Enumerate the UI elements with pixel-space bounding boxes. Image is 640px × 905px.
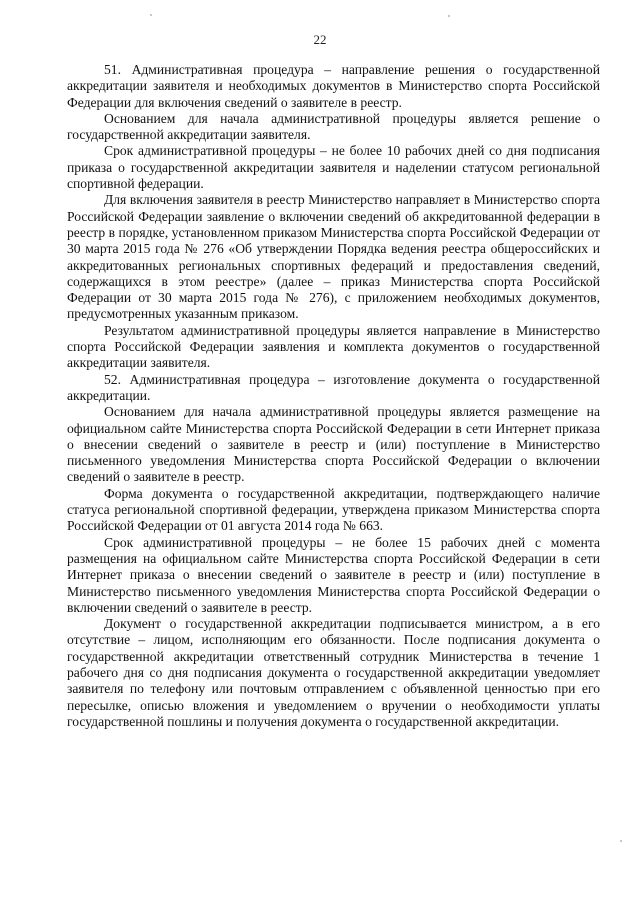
paragraph-52-signing: Документ о государственной аккредитации подписывается министром, а в его отсутствие – лицом, исполняющим его обязанности. После подписания документа о государственной аккредитации ответственный сотрудник Министерства в течение 1 рабочего дня со дня подписания документа о государственной аккредитации уведомляет заявителя по телефону или почтовым отправлением с объявленной ценностью при его пересылке, описью вложения и уведомлением о вручении о необходимости уплаты государственной пошлины и получения документа о государственной аккредитации. <box>67 616 600 729</box>
paragraph-51-deadline: Срок административной процедуры – не более 10 рабочих дней со дня подписания приказа о государственной аккредитации заявителя и наделении статусом региональной спортивной федерации. <box>67 143 600 192</box>
paragraph-51-basis: Основанием для начала административной процедуры является решение о государственной аккредитации заявителя. <box>67 110 600 143</box>
paragraph-52-basis: Основанием для начала административной процедуры является размещение на официальном сайте Министерства спорта Российской Федерации в сети Интернет приказа о внесении сведений о заявителе в реестр и (или) поступление в Министерство письменного уведомления Министерства спорта Российской Федерации о включении сведений о заявителе в реестр. <box>67 404 600 485</box>
scan-speck <box>150 14 152 16</box>
document-body <box>67 62 600 730</box>
scan-speck <box>620 840 622 842</box>
paragraph-51-registry: Для включения заявителя в реестр Министерство направляет в Министерство спорта Российской Федерации заявление о включении сведений об аккредитованной федерации в реестр в порядке, установленном приказом Министерства спорта Российской Федерации от 30 марта 2015 года № 276 «Об утверждении Порядка ведения реестра общероссийских и аккредитованных региональных спортивных федераций и предоставления сведений, содержащихся в этом реестре» (далее – приказ Министерства спорта Российской Федерации от 30 марта 2015 года № 276), с приложением необходимых документов, предусмотренных указанным приказом. <box>67 192 600 322</box>
paragraph-52-title: 52. Административная процедура – изготовление документа о государственной аккредитации. <box>67 371 600 403</box>
page-number: 22 <box>313 32 327 47</box>
paragraph-52-deadline: Срок административной процедуры – не более 15 рабочих дней с момента размещения на официальном сайте Министерства спорта Российской Федерации в сети Интернет приказа о внесении сведений о заявителе в реестр и (или) поступление в Министерство письменного уведомления Министерства спорта Российской Федерации о включении сведений о заявителе в реестр. <box>67 534 600 615</box>
scan-speck <box>448 15 450 17</box>
paragraph-51-title: 51. Административная процедура – направление решения о государственной аккредитации заявителя и необходимых документов в Министерство спорта Российской Федерации для включения сведений о заявителе в реестр. <box>67 62 600 110</box>
paragraph-52-form: Форма документа о государственной аккредитации, подтверждающего наличие статуса региональной спортивной федерации, утверждена приказом Министерства спорта Российской Федерации от 01 августа 2014 года № 663. <box>67 485 600 534</box>
paragraph-51-result: Результатом административной процедуры является направление в Министерство спорта Российской Федерации заявления и комплекта документов о государственной аккредитации заявителя. <box>67 322 600 371</box>
